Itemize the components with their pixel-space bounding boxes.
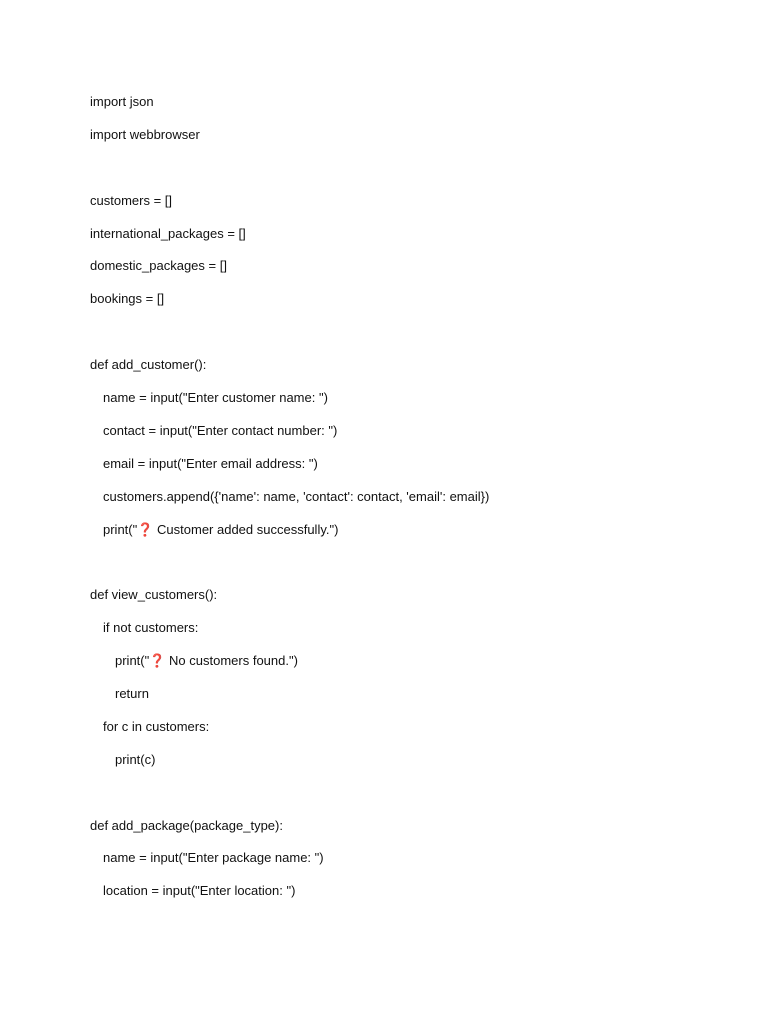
code-line: customers = [] [90,192,172,208]
code-line: international_packages = [] [90,225,246,241]
blank-line [90,322,710,355]
code-line: for c in customers: [103,718,210,734]
code-line: customers.append({'name': name, 'contact': contact, 'email': email}) [103,488,490,504]
code-line: email = input("Enter email address: ") [103,455,318,471]
code-line: print(c) [115,751,156,767]
code-line: domestic_packages = [] [90,258,227,274]
code-line: def add_customer(): [90,357,207,373]
code-line: print("❓ Customer added successfully.") [103,521,339,537]
code-line: import webbrowser [90,126,200,142]
code-line: if not customers: [103,620,199,636]
code-line: def view_customers(): [90,587,218,603]
code-line: print("❓ No customers found.") [115,653,298,669]
code-line: name = input("Enter package name: ") [103,850,324,866]
blank-line [90,552,710,585]
blank-line [90,783,710,816]
code-line: location = input("Enter location: ") [103,883,296,899]
code-line: name = input("Enter customer name: ") [103,390,328,406]
code-line: contact = input("Enter contact number: ") [103,422,338,438]
code-line: return [115,686,149,702]
code-line: import json [90,94,154,109]
document-body [90,92,710,914]
code-line: bookings = [] [90,291,165,307]
blank-line [90,158,710,191]
code-line: def add_package(package_type): [90,817,283,833]
